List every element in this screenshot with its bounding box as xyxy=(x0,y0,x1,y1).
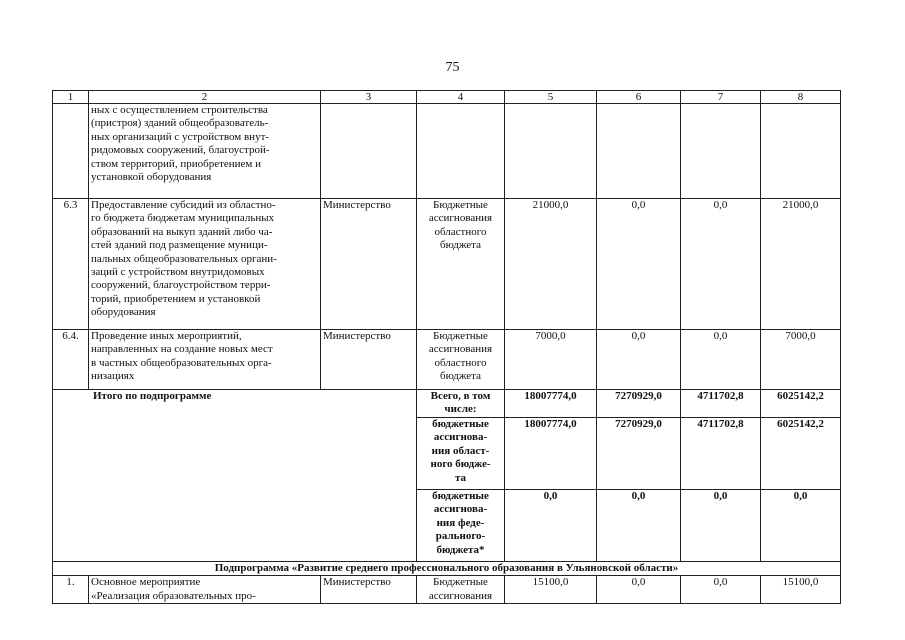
year2-cell: 0,0 xyxy=(681,330,761,390)
table-row xyxy=(53,104,841,199)
column-number: 1 xyxy=(53,91,89,104)
year1-cell: 0,0 xyxy=(597,330,681,390)
year2-cell: 4711702,8 xyxy=(681,390,761,418)
year3-cell: 7000,0 xyxy=(761,330,841,390)
source-cell xyxy=(417,199,505,330)
total-cell: 18007774,0 xyxy=(505,418,597,490)
column-number: 8 xyxy=(761,91,841,104)
row-number: 6.3 xyxy=(53,199,89,330)
source-line: бюджета xyxy=(439,239,481,252)
source-line: Всего, в том xyxy=(430,390,491,402)
source-line: ассигнова- xyxy=(433,431,488,444)
source-line: бюджетные xyxy=(432,490,489,502)
description-line: ством территорий, приобретением и xyxy=(91,157,262,170)
executor-cell: Министерство xyxy=(321,330,417,390)
column-number: 6 xyxy=(597,91,681,104)
description-line: направленных на создание новых мест xyxy=(91,343,273,356)
description-line: сооружений, благоустройством терри- xyxy=(91,279,271,292)
source-line: ассигнования xyxy=(428,212,493,225)
source-line: ассигнования xyxy=(428,589,493,602)
description-line: установкой оборудования xyxy=(91,171,212,184)
year1-cell: 0,0 xyxy=(597,199,681,330)
year2-cell: 0,0 xyxy=(681,199,761,330)
description-line: Основное мероприятие xyxy=(91,576,201,589)
total-cell: 21000,0 xyxy=(505,199,597,330)
column-header-row xyxy=(53,91,841,104)
executor-cell: Министерство xyxy=(321,576,417,604)
total-cell: 7000,0 xyxy=(505,330,597,390)
row-number: 1. xyxy=(53,576,89,604)
source-line: ния феде- xyxy=(436,516,485,529)
source-line: числе: xyxy=(444,403,477,416)
year3-cell xyxy=(761,104,841,199)
description-line: Предоставление субсидий из областно- xyxy=(91,199,276,211)
source-line: Бюджетные xyxy=(433,576,488,589)
source-line: та xyxy=(454,471,467,484)
description-line: низациях xyxy=(91,370,135,383)
source-line: ассигнова- xyxy=(433,503,488,516)
description-line: го бюджета бюджетам муниципальных xyxy=(91,212,275,225)
source-cell xyxy=(417,490,505,562)
description-line: ных с осуществлением строительства xyxy=(91,104,268,116)
source-cell xyxy=(417,390,505,418)
source-line: ассигнования xyxy=(428,343,493,356)
description-line: ридомовых сооружений, благоустрой- xyxy=(91,144,270,157)
description-line: торий, приобретением и установкой xyxy=(91,292,261,305)
source-line: бюджета xyxy=(439,370,481,383)
description-line: в частных общеобразовательных орга- xyxy=(91,356,272,369)
year3-cell: 15100,0 xyxy=(761,576,841,604)
year3-cell: 21000,0 xyxy=(761,199,841,330)
table-row xyxy=(53,330,841,390)
source-line: бюджета* xyxy=(436,543,485,556)
total-cell: 0,0 xyxy=(505,490,597,562)
table-row xyxy=(53,576,841,604)
description-line: (пристроя) зданий общеобразователь- xyxy=(91,117,269,130)
source-cell xyxy=(417,330,505,390)
description-line: заций с устройством внутридомовых xyxy=(91,266,265,279)
column-number: 5 xyxy=(505,91,597,104)
year1-cell: 7270929,0 xyxy=(597,390,681,418)
subprogram-total-label: Итого по подпрограмме xyxy=(53,390,417,562)
subprogram-heading-row xyxy=(53,562,841,576)
source-cell xyxy=(417,104,505,199)
column-number: 3 xyxy=(321,91,417,104)
measure-description xyxy=(89,576,321,604)
description-line: пальных общеобразовательных органи- xyxy=(91,252,277,265)
total-cell: 18007774,0 xyxy=(505,390,597,418)
year1-cell: 7270929,0 xyxy=(597,418,681,490)
description-line: образований на выкуп зданий либо ча- xyxy=(91,225,273,238)
year3-cell: 6025142,2 xyxy=(761,390,841,418)
source-line: областного xyxy=(434,356,487,369)
year3-cell: 0,0 xyxy=(761,490,841,562)
source-cell xyxy=(417,418,505,490)
year2-cell: 0,0 xyxy=(681,490,761,562)
measure-description xyxy=(89,330,321,390)
column-number: 4 xyxy=(417,91,505,104)
executor-cell: Министерство xyxy=(321,199,417,330)
description-line: ных организаций с устройством внут- xyxy=(91,130,270,143)
year2-cell: 4711702,8 xyxy=(681,418,761,490)
description-line: Проведение иных мероприятий, xyxy=(91,330,242,342)
year1-cell xyxy=(597,104,681,199)
source-line: бюджетные xyxy=(432,418,489,430)
source-line: Бюджетные xyxy=(433,330,488,342)
source-line: Бюджетные xyxy=(433,199,488,211)
column-number: 7 xyxy=(681,91,761,104)
year3-cell: 6025142,2 xyxy=(761,418,841,490)
year1-cell: 0,0 xyxy=(597,576,681,604)
source-line: областного xyxy=(434,225,487,238)
total-cell: 15100,0 xyxy=(505,576,597,604)
description-line: стей зданий под размещение муници- xyxy=(91,239,268,252)
row-number xyxy=(53,104,89,199)
total-row xyxy=(53,390,841,418)
budget-table xyxy=(52,90,841,604)
year2-cell: 0,0 xyxy=(681,576,761,604)
total-cell xyxy=(505,104,597,199)
description-line: «Реализация образовательных про- xyxy=(91,589,256,602)
source-cell xyxy=(417,576,505,604)
description-line: оборудования xyxy=(91,306,156,319)
year2-cell xyxy=(681,104,761,199)
measure-description xyxy=(89,199,321,330)
year1-cell: 0,0 xyxy=(597,490,681,562)
source-line: ния област- xyxy=(431,444,490,457)
subprogram-title: Подпрограмма «Развитие среднего профессионального образования в Ульяновской области» xyxy=(53,562,841,576)
measure-description xyxy=(89,104,321,199)
row-number: 6.4. xyxy=(53,330,89,390)
source-line: ного бюдже- xyxy=(430,458,491,471)
table-row xyxy=(53,199,841,330)
column-number: 2 xyxy=(89,91,321,104)
source-line: рального- xyxy=(435,530,486,543)
executor-cell xyxy=(321,104,417,199)
page-number: 75 xyxy=(445,60,460,75)
